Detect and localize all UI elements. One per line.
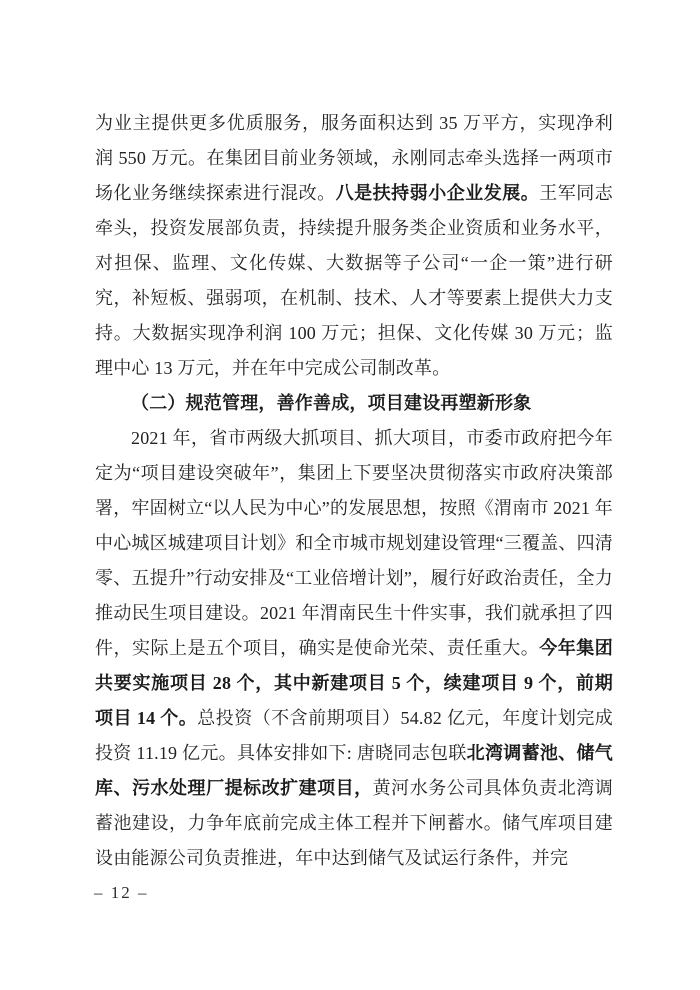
- paragraph-enterprise-support: [95, 106, 613, 386]
- text-run: 2021 年，省市两级大抓项目、抓大项目，市委市政府把今年定为“项目建设突破年”，集团上下要坚决贯彻落实市政府决策部署，牢固树立“以人民为中心”的发展思想，按照《渭南市 2021 年中心城区城建项目计划》和全市城市规划建设管理“三覆盖、四清零、五提升”行动安排及“工业倍增计划”，履行好政治责任，全力推动民生项目建设。2021 年渭南民生十件实事，我们就承担了四件，实际上是五个项目，确实是使命光荣、责任重大。: [95, 428, 613, 658]
- paragraph-project-plan: [95, 421, 613, 876]
- text-run-bold-project-counts: 今年集团共要实施项目 28 个，其中新建项目 5 个，续建项目 9 个，前期项目 14 个。: [95, 638, 613, 728]
- page-number: – 12 –: [94, 883, 149, 902]
- text-run-bold-eighth-point: 八是扶持弱小企业发展。: [335, 183, 540, 203]
- page-body: [95, 106, 613, 876]
- text-run: 黄河水务公司具体负责北湾调蓄池建设，力争年底前完成主体工程并下闸蓄水。储气库项目建设由能源公司负责推进，年中达到储气及试运行条件，并完: [95, 778, 613, 868]
- section-heading-project-construction: （二）规范管理，善作善成，项目建设再塑新形象: [131, 393, 532, 413]
- text-run: 为业主提供更多优质服务，服务面积达到 35 万平方，实现净利润 550 万元。在集团目前业务领域，永刚同志牵头选择一两项市场化业务继续探索进行混改。: [95, 113, 613, 203]
- text-run: 总投资（不含前期项目）54.82 亿元，年度计划完成投资 11.19 亿元。具体安排如下: 唐晓同志包联: [95, 708, 613, 763]
- text-run-bold-project-names: 北湾调蓄池、储气库、污水处理厂提标改扩建项目，: [95, 743, 613, 798]
- page-footer: [94, 882, 149, 904]
- text-run: 王军同志牵头，投资发展部负责，持续提升服务类企业资质和业务水平，对担保、监理、文化传媒、大数据等子公司“一企一策”进行研究，补短板、强弱项，在机制、技术、人才等要素上提供大力支持。大数据实现净利润 100 万元；担保、文化传媒 30 万元；监理中心 13 万元，并在年中完成公司制改革。: [95, 183, 613, 378]
